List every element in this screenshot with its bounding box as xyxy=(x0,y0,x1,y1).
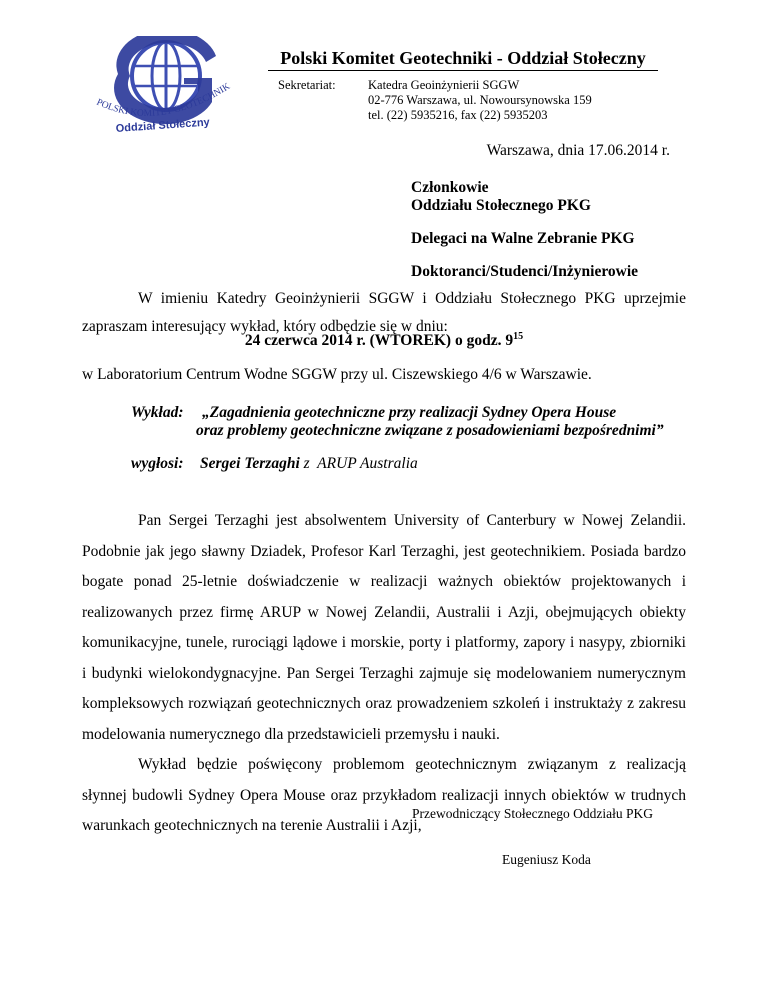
letter-date: Warszawa, dnia 17.06.2014 r. xyxy=(486,142,670,159)
event-location: w Laboratorium Centrum Wodne SGGW przy ul. Ciszewskiego 4/6 w Warszawie. xyxy=(82,366,592,383)
pkg-logo xyxy=(88,36,238,136)
organization-title: Polski Komitet Geotechniki - Oddział Stołeczny xyxy=(268,48,658,71)
speaker-label: wygłosi: xyxy=(131,455,184,472)
logo-sub-text: Oddział Stołeczny xyxy=(115,116,211,135)
speaker xyxy=(200,455,418,473)
intro-paragraph: W imieniu Katedry Geoinżynierii SGGW i Oddziału Stołecznego PKG uprzejmie zapraszam interesujący wykład, który odbędzie się w dniu: xyxy=(82,290,686,335)
lecture-title-line: oraz problemy geotechniczne związane z posadowieniami bezpośrednimi” xyxy=(196,422,664,439)
body-text xyxy=(82,506,686,842)
speaker-affiliation: z ARUP Australia xyxy=(299,455,418,472)
secretariat-label: Sekretariat: xyxy=(278,78,336,92)
secretariat-address xyxy=(368,78,592,123)
speaker-name: Sergei Terzaghi xyxy=(200,455,300,472)
event-date-text: 24 czerwca 2014 r. (WTOREK) o godz. 9 xyxy=(244,332,514,349)
lecture-title xyxy=(196,404,664,440)
body-paragraph: Pan Sergei Terzaghi jest absolwentem University of Canterbury w Nowej Zelandii. Podobnie jak jego sławny Dziadek, Profesor Karl Terzaghi, jest geotechnikiem. Posiada bardzo bogate ponad 25-letnie doświadczenie w realizacji ważnych obiektów projektowanych i realizowanych przez firmę ARUP w Nowej Zelandii, Australii i Azji, obejmujących obiekty komunikacyjne, tunele, rurociągi lądowe i morskie, porty i platformy, zapory i nasypy, zbiorniki i budynki wielokondygnacyjne. Pan Sergei Terzaghi zajmuje się modelowaniem numerycznym kompleksowych rozwiązań geotechnicznych oraz prowadzeniem szkoleń i instruktaży z zakresu modelowania numerycznego dla przedstawicieli przemysłu i nauki. xyxy=(82,512,686,743)
secretariat-line: Katedra Geoinżynierii SGGW xyxy=(368,78,520,92)
lecture-label: Wykład: xyxy=(131,404,184,421)
event-date xyxy=(82,331,686,350)
addressee-line: Oddziału Stołecznego PKG xyxy=(411,197,591,214)
signature-name: Eugeniusz Koda xyxy=(502,852,591,867)
addressee-line: Członkowie xyxy=(411,179,489,196)
secretariat-line: 02-776 Warszawa, ul. Nowoursynowska 159 xyxy=(368,93,592,107)
signature-title: Przewodniczący Stołecznego Oddziału PKG xyxy=(412,806,654,821)
secretariat-line: tel. (22) 5935216, fax (22) 5935203 xyxy=(368,108,548,122)
addressee-line: Doktoranci/Studenci/Inżynierowie xyxy=(411,263,639,280)
event-time-minutes: 15 xyxy=(513,331,524,342)
addressee-line: Delegaci na Walne Zebranie PKG xyxy=(411,230,635,247)
body-paragraph: Wykład będzie poświęcony problemom geotechnicznym związanym z realizacją słynnej budowli Sydney Opera Mouse oraz przykładom realizacji innych obiektów w trudnych warunkach geotechnicznych na terenie Australii i Azji, xyxy=(82,756,686,834)
logo-arc-text: POLSKI KOMITET GEOTECHNIK xyxy=(94,81,233,119)
lecture-title-line: „Zagadnienia geotechniczne przy realizacji Sydney Opera House xyxy=(202,404,617,421)
